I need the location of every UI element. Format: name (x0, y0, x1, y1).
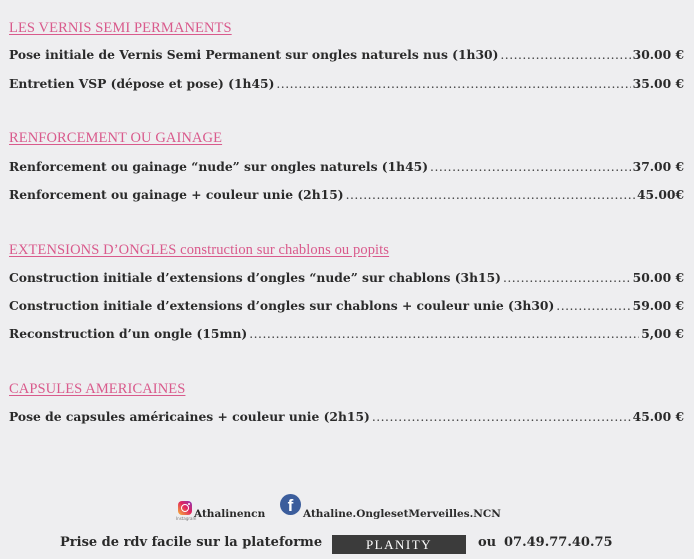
service-label: Reconstruction d’un ongle (15mn) (9, 326, 248, 341)
service-label: Renforcement ou gainage + couleur unie (2h15) (9, 187, 344, 202)
service-label: Construction initiale d’extensions d’ongles “nude” sur chablons (3h15) (9, 270, 501, 285)
section-title-capsules: CAPSULES AMERICAINES (9, 381, 186, 397)
service-label: Entretien VSP (dépose et pose) (1h45) (9, 76, 275, 91)
service-price: 45.00 € (632, 409, 684, 424)
instagram-icon (178, 501, 192, 515)
dot-leader (500, 48, 630, 62)
service-price: 30.00 € (632, 47, 684, 62)
price-row (9, 159, 684, 174)
instagram-icon-caption: Instagram (176, 516, 197, 521)
dot-leader (503, 271, 631, 285)
service-price: 37.00 € (632, 159, 684, 174)
section-title-vernis: LES VERNIS SEMI PERMANENTS (9, 20, 232, 36)
service-label: Renforcement ou gainage “nude” sur ongles naturels (1h45) (9, 159, 429, 174)
service-price: 35.00 € (632, 76, 684, 91)
price-row (9, 47, 684, 62)
facebook-handle: Athaline.OnglesetMerveilles.NCN (303, 508, 501, 520)
price-row (9, 298, 684, 313)
price-row (9, 409, 684, 424)
price-row (9, 76, 684, 91)
dot-leader (430, 160, 631, 174)
dot-leader (372, 410, 631, 424)
dot-leader (249, 327, 639, 341)
facebook-icon: f (280, 494, 301, 515)
dot-leader (346, 188, 635, 202)
service-price: 59.00 € (632, 298, 684, 313)
section-title-extensions: EXTENSIONS D’ONGLES construction sur chablons ou popits (9, 242, 390, 258)
dot-leader (556, 299, 630, 313)
phone-number: 07.49.77.40.75 (504, 535, 613, 550)
price-row (9, 187, 684, 202)
service-price: 45.00€ (636, 187, 684, 202)
price-row (9, 326, 684, 341)
service-label: Pose de capsules américaines + couleur unie (2h15) (9, 409, 370, 424)
booking-text: Prise de rdv facile sur la plateforme (60, 535, 323, 550)
price-row (9, 270, 684, 285)
instagram-handle: Athalinencn (194, 508, 266, 520)
service-price: 50.00 € (632, 270, 684, 285)
section-title-renforcement: RENFORCEMENT OU GAINAGE (9, 130, 223, 146)
planity-badge: PLANITY (332, 535, 466, 554)
service-label: Pose initiale de Vernis Semi Permanent sur ongles naturels nus (1h30) (9, 47, 499, 62)
or-text: ou (478, 535, 497, 550)
service-price: 5,00 € (641, 326, 684, 341)
dot-leader (276, 77, 630, 91)
service-label: Construction initiale d’extensions d’ongles sur chablons + couleur unie (3h30) (9, 298, 555, 313)
